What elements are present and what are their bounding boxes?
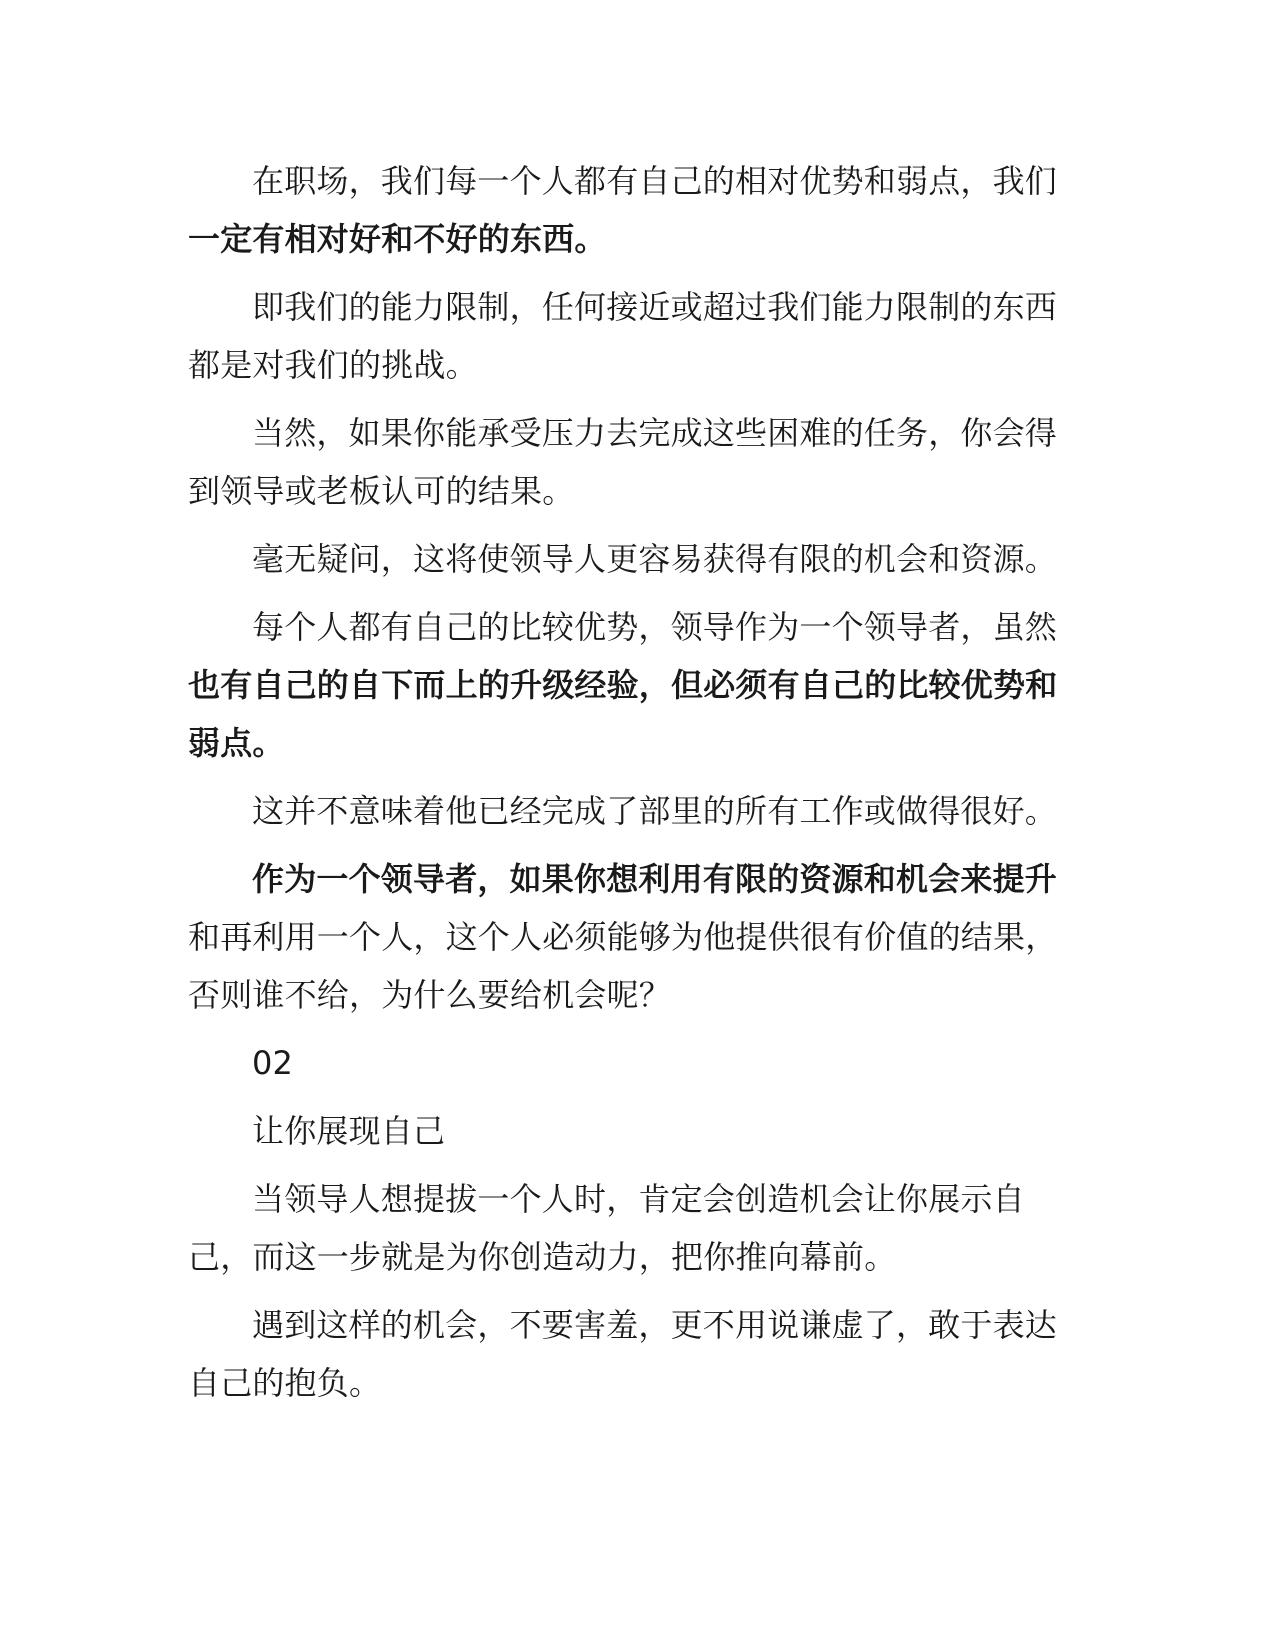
- paragraph: [188, 278, 1088, 394]
- paragraph-text: 作为一个领导者，如果你想利用有限的资源和机会来提升: [252, 860, 1058, 898]
- document-body: [188, 152, 1088, 1422]
- paragraph-text: 也有自己的自下而上的升级经验，但必须有自己的比较优势和弱点。: [188, 666, 1058, 762]
- paragraph: [188, 530, 1088, 588]
- paragraph-text: 让你展现自己: [252, 1112, 446, 1150]
- paragraph-text: 一定有相对好和不好的东西。: [188, 220, 607, 258]
- paragraph: [188, 598, 1088, 772]
- paragraph: [188, 1170, 1088, 1286]
- paragraph: [188, 1034, 1088, 1092]
- paragraph-text: 当领导人想提拔一个人时，肯定会创造机会让你展示自己，而这一步就是为你创造动力，把你推向幕前。: [188, 1180, 1025, 1276]
- paragraph-text: 每个人都有自己的比较优势，领导作为一个领导者，虽然: [252, 608, 1058, 646]
- paragraph: [188, 782, 1088, 840]
- paragraph-text: 即我们的能力限制，任何接近或超过我们能力限制的东西都是对我们的挑战。: [188, 288, 1058, 384]
- paragraph-text: 和再利用一个人，这个人必须能够为他提供很有价值的结果，否则谁不给，为什么要给机会呢？: [188, 918, 1058, 1014]
- paragraph: [188, 152, 1088, 268]
- paragraph: [188, 404, 1088, 520]
- paragraph-text: 毫无疑问，这将使领导人更容易获得有限的机会和资源。: [252, 540, 1058, 578]
- paragraph-text: 在职场，我们每一个人都有自己的相对优势和弱点，我们: [252, 162, 1058, 200]
- paragraph-text: 02: [252, 1044, 294, 1082]
- paragraph: [188, 1102, 1088, 1160]
- paragraph-text: 这并不意味着他已经完成了部里的所有工作或做得很好。: [252, 792, 1058, 830]
- paragraph: [188, 1296, 1088, 1412]
- paragraph: [188, 850, 1088, 1024]
- paragraph-text: 遇到这样的机会，不要害羞，更不用说谦虚了，敢于表达自己的抱负。: [188, 1306, 1058, 1402]
- paragraph-text: 当然，如果你能承受压力去完成这些困难的任务，你会得到领导或老板认可的结果。: [188, 414, 1058, 510]
